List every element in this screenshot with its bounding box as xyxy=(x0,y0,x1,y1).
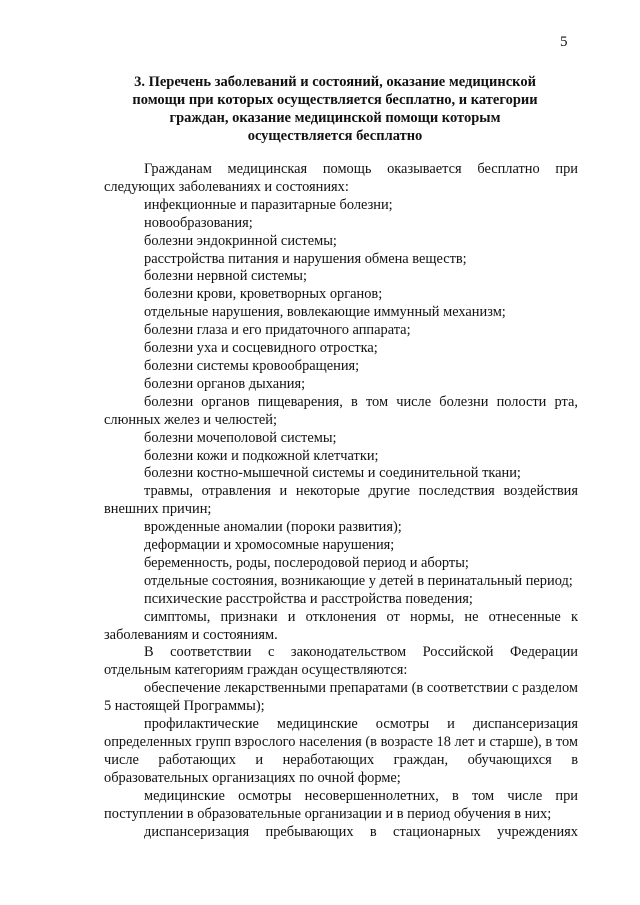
list-item: врожденные аномалии (пороки развития); xyxy=(144,519,402,536)
list-item: болезни мочеполовой системы; xyxy=(144,429,337,446)
list-item: психические расстройства и расстройства поведения; xyxy=(144,590,473,607)
list-item: беременность, роды, послеродовой период и аборты; xyxy=(144,554,469,571)
list-item: травмы, отравления и некоторые другие последствия воздействия внешних причин; xyxy=(104,483,578,518)
list-item: инфекционные и паразитарные болезни; xyxy=(144,196,393,213)
list-item: болезни эндокринной системы; xyxy=(144,232,337,249)
section-heading xyxy=(100,73,570,145)
categories-paragraph: В соответствии с законодательством Российской Федерации отдельным категориям граждан осуществляются: xyxy=(104,644,578,679)
list-item: болезни уха и сосцевидного отростка; xyxy=(144,340,378,357)
list-item: болезни крови, кроветворных органов; xyxy=(144,286,383,303)
list-item: отдельные нарушения, вовлекающие иммунный механизм; xyxy=(144,304,506,321)
heading-line: граждан, оказание медицинской помощи которым xyxy=(169,110,501,126)
heading-line: 3. Перечень заболеваний и состояний, оказание медицинской xyxy=(134,74,536,90)
list-item: болезни костно-мышечной системы и соединительной ткани; xyxy=(144,465,521,482)
list-item: болезни кожи и подкожной клетчатки; xyxy=(144,447,379,464)
list-item: болезни нервной системы; xyxy=(144,268,307,285)
list-item: болезни системы кровообращения; xyxy=(144,357,360,374)
list-item: профилактические медицинские осмотры и диспансеризация определенных групп взрослого населения (в возрасте 18 лет и старше), в том числе работающих и неработающих граждан, обучающихся в образовательных организациях по очной форме; xyxy=(104,716,578,786)
list-item: новообразования; xyxy=(144,214,253,231)
list-item: диспансеризация пребывающих в стационарных учреждениях xyxy=(144,823,578,840)
list-item: болезни органов дыхания; xyxy=(144,375,306,392)
heading-line: осуществляется бесплатно xyxy=(247,128,423,144)
page-number: 5 xyxy=(560,34,568,50)
list-item: симптомы, признаки и отклонения от нормы, не отнесенные к заболеваниям и состояниям. xyxy=(104,608,578,643)
list-item: болезни глаза и его придаточного аппарата; xyxy=(144,322,411,339)
list-item: расстройства питания и нарушения обмена веществ; xyxy=(144,250,467,267)
list-item: отдельные состояния, возникающие у детей в перинатальный период; xyxy=(144,572,573,589)
list-item: деформации и хромосомные нарушения; xyxy=(144,537,395,554)
list-item: обеспечение лекарственными препаратами (в соответствии с разделом 5 настоящей Программы); xyxy=(104,680,578,715)
intro-paragraph: Гражданам медицинская помощь оказывается бесплатно при следующих заболеваниях и состояниях: xyxy=(104,161,578,195)
section-body xyxy=(104,161,578,841)
list-item: болезни органов пищеварения, в том числе болезни полости рта, слюнных желез и челюстей; xyxy=(104,393,578,428)
list-item: медицинские осмотры несовершеннолетних, в том числе при поступлении в образовательные организации и в период обучения в них; xyxy=(104,787,578,822)
heading-line: помощи при которых осуществляется бесплатно, и категории xyxy=(132,92,538,108)
